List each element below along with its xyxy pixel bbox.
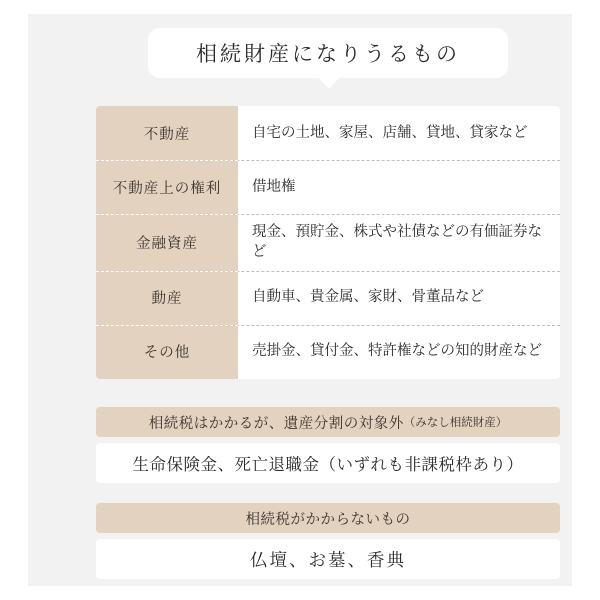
- row-label: 不動産上の権利: [96, 160, 238, 214]
- row-value: 現金、預貯金、株式や社債などの有価証券など: [238, 214, 560, 271]
- diagram-panel: [28, 14, 572, 586]
- row-value: 自動車、貴金属、家財、骨董品など: [238, 271, 560, 325]
- page-title: 相続財産になりうるもの: [196, 43, 460, 66]
- table-row: [96, 160, 560, 214]
- table-row: [96, 106, 560, 160]
- row-label: その他: [96, 325, 238, 379]
- deemed-inheritance-block: [96, 407, 560, 483]
- block-body: 生命保険金、死亡退職金（いずれも非課税枠あり）: [96, 443, 560, 483]
- callout-arrow-icon: [318, 77, 340, 89]
- row-label: 金融資産: [96, 214, 238, 271]
- block-header-note: （みなし相続財産）: [403, 417, 508, 429]
- block-header: [96, 503, 560, 533]
- block-header-main: 相続税はかかるが、遺産分割の対象外: [148, 415, 404, 432]
- block-header: [96, 407, 560, 437]
- table-row: [96, 325, 560, 379]
- row-label: 動産: [96, 271, 238, 325]
- inheritance-asset-table: [96, 106, 560, 379]
- row-value: 売掛金、貸付金、特許権などの知的財産など: [238, 325, 560, 379]
- block-body: 仏壇、お墓、香典: [96, 539, 560, 579]
- non-taxable-block: [96, 503, 560, 579]
- row-label: 不動産: [96, 106, 238, 160]
- row-value: 自宅の土地、家屋、店舗、貸地、貸家など: [238, 106, 560, 160]
- row-value: 借地権: [238, 160, 560, 214]
- title-callout: [148, 28, 508, 78]
- table-row: [96, 271, 560, 325]
- block-header-main: 相続税がかからないもの: [245, 511, 411, 528]
- table-row: [96, 214, 560, 271]
